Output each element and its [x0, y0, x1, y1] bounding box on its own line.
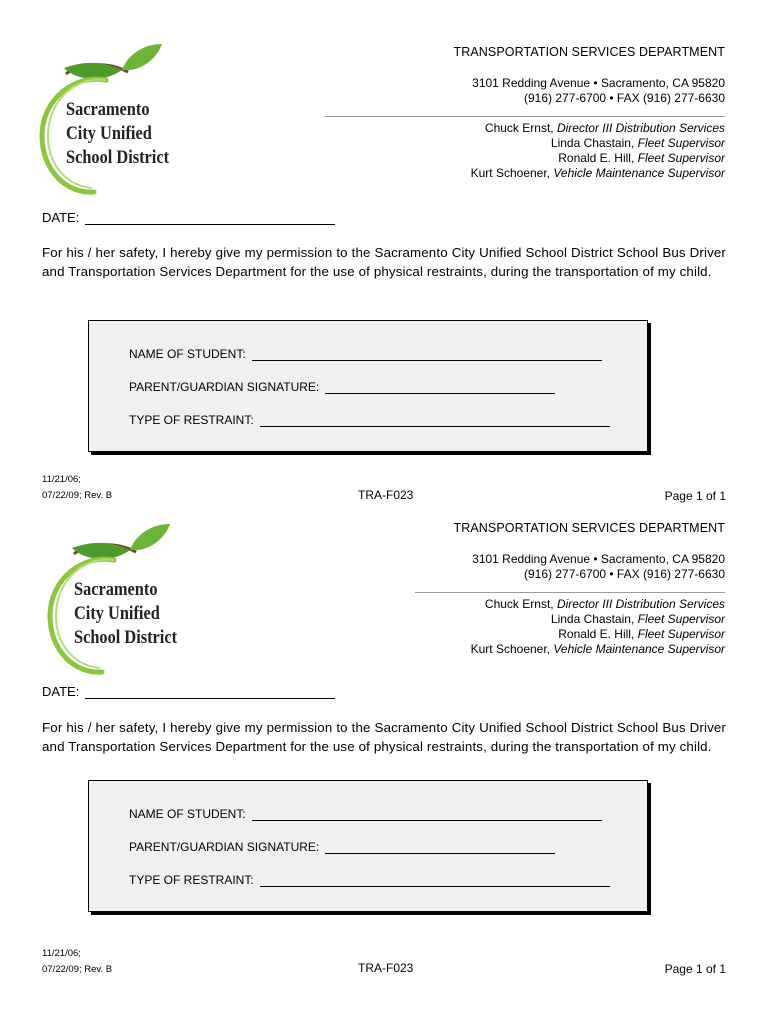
logo-line-3: School District: [74, 627, 178, 648]
student-name-label: NAME OF STUDENT:: [129, 807, 246, 821]
department-address: 3101 Redding Avenue • Sacramento, CA 95820: [472, 552, 725, 566]
date-label: DATE:: [42, 684, 80, 699]
form-number: TRA-F023: [358, 488, 414, 502]
signature-label: PARENT/GUARDIAN SIGNATURE:: [129, 840, 320, 854]
restraint-field[interactable]: [260, 875, 610, 887]
page-number: Page 1 of 1: [664, 489, 726, 503]
restraint-label: TYPE OF RESTRAINT:: [129, 413, 254, 427]
department-title: TRANSPORTATION SERVICES DEPARTMENT: [453, 45, 725, 59]
department-header: [415, 521, 725, 657]
district-logo: [44, 520, 204, 680]
revision-line-1: 11/21/06;: [42, 948, 81, 959]
staff-line: Ronald E. Hill, Fleet Supervisor: [558, 627, 725, 641]
department-header: [325, 45, 725, 181]
district-logo: [36, 40, 196, 200]
signature-label: PARENT/GUARDIAN SIGNATURE:: [129, 380, 320, 394]
restraint-label: TYPE OF RESTRAINT:: [129, 873, 254, 887]
permission-paragraph: For his / her safety, I hereby give my permission to the Sacramento City Unified School District School Bus Driver and Transportation Services Department for the use of physical restraints, during the transportation of my child.: [42, 720, 726, 754]
staff-line: Chuck Ernst, Director III Distribution Services: [484, 597, 725, 611]
student-name-field[interactable]: [252, 809, 602, 821]
signature-row: [129, 840, 555, 854]
signature-row: [129, 380, 555, 394]
permission-paragraph: For his / her safety, I hereby give my permission to the Sacramento City Unified School District School Bus Driver and Transportation Services Department for the use of physical restraints, during the transportation of my child.: [42, 245, 726, 279]
department-phone: (916) 277-6700 • FAX (916) 277-6630: [524, 567, 725, 581]
student-info-box: [88, 320, 648, 452]
staff-line: Kurt Schoener, Vehicle Maintenance Supervisor: [470, 166, 725, 180]
staff-line: Kurt Schoener, Vehicle Maintenance Supervisor: [470, 642, 725, 656]
staff-line: Chuck Ernst, Director III Distribution Services: [484, 121, 725, 135]
logo-line-2: City Unified: [74, 603, 160, 624]
page-number: Page 1 of 1: [664, 962, 726, 976]
form-copy-bottom: [0, 476, 770, 976]
department-title: TRANSPORTATION SERVICES DEPARTMENT: [453, 521, 725, 535]
student-info-box: [88, 780, 648, 912]
form-number: TRA-F023: [358, 961, 414, 975]
restraint-row: [129, 873, 610, 887]
staff-line: Linda Chastain, Fleet Supervisor: [550, 612, 725, 626]
student-name-field[interactable]: [252, 349, 602, 361]
revision-dates: [42, 946, 112, 978]
revision-line-1: 11/21/06;: [42, 474, 81, 485]
header-divider: [415, 592, 725, 593]
student-name-row: [129, 807, 602, 821]
signature-field[interactable]: [325, 382, 555, 394]
logo-line-2: City Unified: [66, 123, 152, 144]
date-row: [42, 210, 335, 225]
date-field[interactable]: [85, 212, 335, 225]
revision-line-2: 07/22/09; Rev. B: [42, 490, 113, 501]
staff-line: Ronald E. Hill, Fleet Supervisor: [558, 151, 725, 165]
date-row: [42, 684, 335, 699]
logo-line-3: School District: [66, 147, 170, 168]
staff-line: Linda Chastain, Fleet Supervisor: [550, 136, 725, 150]
date-label: DATE:: [42, 210, 80, 225]
department-address: 3101 Redding Avenue • Sacramento, CA 95820: [472, 76, 725, 90]
revision-line-2: 07/22/09; Rev. B: [42, 964, 113, 975]
restraint-field[interactable]: [260, 415, 610, 427]
department-phone: (916) 277-6700 • FAX (916) 277-6630: [524, 91, 725, 105]
signature-field[interactable]: [325, 842, 555, 854]
logo-line-1: Sacramento: [74, 579, 158, 600]
restraint-row: [129, 413, 610, 427]
student-name-row: [129, 347, 602, 361]
date-field[interactable]: [85, 686, 335, 699]
student-name-label: NAME OF STUDENT:: [129, 347, 246, 361]
logo-line-1: Sacramento: [66, 99, 150, 120]
header-divider: [325, 116, 725, 117]
form-copy-top: [0, 0, 770, 503]
